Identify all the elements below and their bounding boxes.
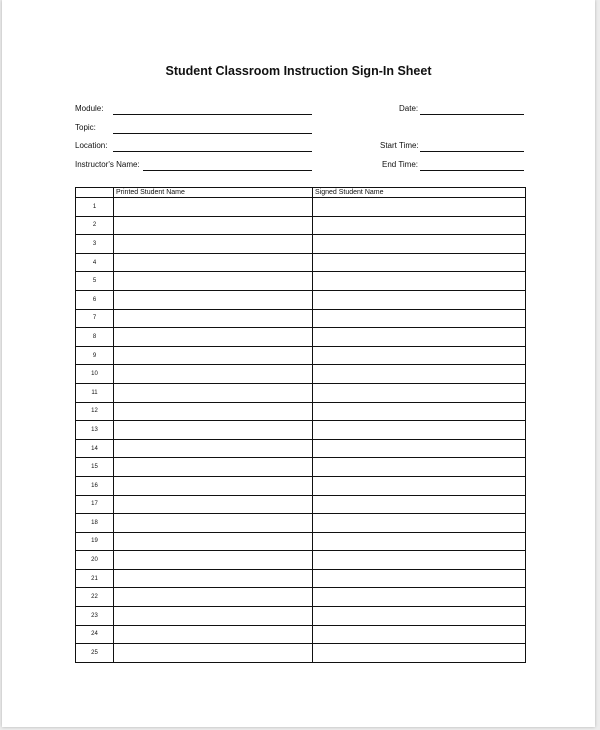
table-row <box>76 625 526 644</box>
row-number: 20 <box>76 551 114 570</box>
printed-name-cell[interactable] <box>114 625 313 644</box>
printed-name-cell[interactable] <box>114 216 313 235</box>
signed-name-cell[interactable] <box>313 216 526 235</box>
row-number: 21 <box>76 569 114 588</box>
module-field[interactable] <box>113 114 312 115</box>
row-number: 25 <box>76 644 114 663</box>
row-number: 9 <box>76 346 114 365</box>
row-number: 16 <box>76 476 114 495</box>
signed-name-cell[interactable] <box>313 421 526 440</box>
printed-name-cell[interactable] <box>114 365 313 384</box>
header-printed-name: Printed Student Name <box>114 188 313 198</box>
row-number: 23 <box>76 607 114 626</box>
printed-name-cell[interactable] <box>114 402 313 421</box>
row-number: 24 <box>76 625 114 644</box>
printed-name-cell[interactable] <box>114 309 313 328</box>
table-row <box>76 551 526 570</box>
document-page <box>2 0 595 727</box>
row-number: 19 <box>76 532 114 551</box>
table-row <box>76 309 526 328</box>
table-row <box>76 402 526 421</box>
signed-name-cell[interactable] <box>313 532 526 551</box>
signed-name-cell[interactable] <box>313 644 526 663</box>
table-row <box>76 495 526 514</box>
topic-label: Topic: <box>75 123 96 132</box>
signed-name-cell[interactable] <box>313 365 526 384</box>
signed-name-cell[interactable] <box>313 198 526 217</box>
location-label: Location: <box>75 141 108 150</box>
printed-name-cell[interactable] <box>114 569 313 588</box>
table-row <box>76 421 526 440</box>
row-number: 4 <box>76 253 114 272</box>
printed-name-cell[interactable] <box>114 551 313 570</box>
table-row <box>76 439 526 458</box>
row-number: 18 <box>76 514 114 533</box>
table-row <box>76 290 526 309</box>
table-row <box>76 365 526 384</box>
location-field[interactable] <box>113 151 312 152</box>
row-number: 6 <box>76 290 114 309</box>
start-time-label: Start Time: <box>380 141 419 150</box>
row-number: 15 <box>76 458 114 477</box>
signed-name-cell[interactable] <box>313 476 526 495</box>
printed-name-cell[interactable] <box>114 421 313 440</box>
table-row <box>76 476 526 495</box>
signed-name-cell[interactable] <box>313 253 526 272</box>
row-number: 8 <box>76 328 114 347</box>
printed-name-cell[interactable] <box>114 607 313 626</box>
table-row <box>76 383 526 402</box>
printed-name-cell[interactable] <box>114 346 313 365</box>
table-row <box>76 644 526 663</box>
end-time-label: End Time: <box>382 160 419 169</box>
signed-name-cell[interactable] <box>313 402 526 421</box>
row-number: 22 <box>76 588 114 607</box>
signed-name-cell[interactable] <box>313 328 526 347</box>
signed-name-cell[interactable] <box>313 346 526 365</box>
header-number <box>76 188 114 198</box>
printed-name-cell[interactable] <box>114 328 313 347</box>
table-row <box>76 235 526 254</box>
signed-name-cell[interactable] <box>313 625 526 644</box>
table-row <box>76 514 526 533</box>
signed-name-cell[interactable] <box>313 439 526 458</box>
table-row <box>76 532 526 551</box>
table-row <box>76 272 526 291</box>
signed-name-cell[interactable] <box>313 607 526 626</box>
printed-name-cell[interactable] <box>114 253 313 272</box>
printed-name-cell[interactable] <box>114 235 313 254</box>
header-signed-name: Signed Student Name <box>313 188 526 198</box>
row-number: 1 <box>76 198 114 217</box>
sign-in-table <box>75 187 526 663</box>
page-title: Student Classroom Instruction Sign-In Sheet <box>165 64 432 78</box>
signed-name-cell[interactable] <box>313 235 526 254</box>
printed-name-cell[interactable] <box>114 383 313 402</box>
instructor-field[interactable] <box>143 170 312 171</box>
table-header-row <box>76 188 526 198</box>
printed-name-cell[interactable] <box>114 644 313 663</box>
signed-name-cell[interactable] <box>313 290 526 309</box>
printed-name-cell[interactable] <box>114 514 313 533</box>
end-time-field[interactable] <box>420 170 524 171</box>
printed-name-cell[interactable] <box>114 588 313 607</box>
date-field[interactable] <box>420 114 524 115</box>
signed-name-cell[interactable] <box>313 514 526 533</box>
start-time-field[interactable] <box>420 151 524 152</box>
printed-name-cell[interactable] <box>114 290 313 309</box>
signed-name-cell[interactable] <box>313 569 526 588</box>
table-row <box>76 328 526 347</box>
row-number: 11 <box>76 383 114 402</box>
printed-name-cell[interactable] <box>114 495 313 514</box>
signed-name-cell[interactable] <box>313 458 526 477</box>
signed-name-cell[interactable] <box>313 272 526 291</box>
printed-name-cell[interactable] <box>114 458 313 477</box>
date-label: Date: <box>399 104 419 113</box>
table-row <box>76 216 526 235</box>
module-label: Module: <box>75 104 104 113</box>
printed-name-cell[interactable] <box>114 439 313 458</box>
row-number: 7 <box>76 309 114 328</box>
table-row <box>76 588 526 607</box>
row-number: 5 <box>76 272 114 291</box>
printed-name-cell[interactable] <box>114 272 313 291</box>
row-number: 2 <box>76 216 114 235</box>
row-number: 14 <box>76 439 114 458</box>
table-row <box>76 569 526 588</box>
table-row <box>76 346 526 365</box>
printed-name-cell[interactable] <box>114 476 313 495</box>
signed-name-cell[interactable] <box>313 309 526 328</box>
instructor-label: Instructor's Name: <box>75 160 140 169</box>
signed-name-cell[interactable] <box>313 551 526 570</box>
table-row <box>76 198 526 217</box>
printed-name-cell[interactable] <box>114 198 313 217</box>
row-number: 13 <box>76 421 114 440</box>
table-row <box>76 458 526 477</box>
topic-field[interactable] <box>113 133 312 134</box>
printed-name-cell[interactable] <box>114 532 313 551</box>
row-number: 17 <box>76 495 114 514</box>
row-number: 3 <box>76 235 114 254</box>
table-row <box>76 253 526 272</box>
row-number: 12 <box>76 402 114 421</box>
row-number: 10 <box>76 365 114 384</box>
signed-name-cell[interactable] <box>313 383 526 402</box>
table-row <box>76 607 526 626</box>
signed-name-cell[interactable] <box>313 495 526 514</box>
signed-name-cell[interactable] <box>313 588 526 607</box>
